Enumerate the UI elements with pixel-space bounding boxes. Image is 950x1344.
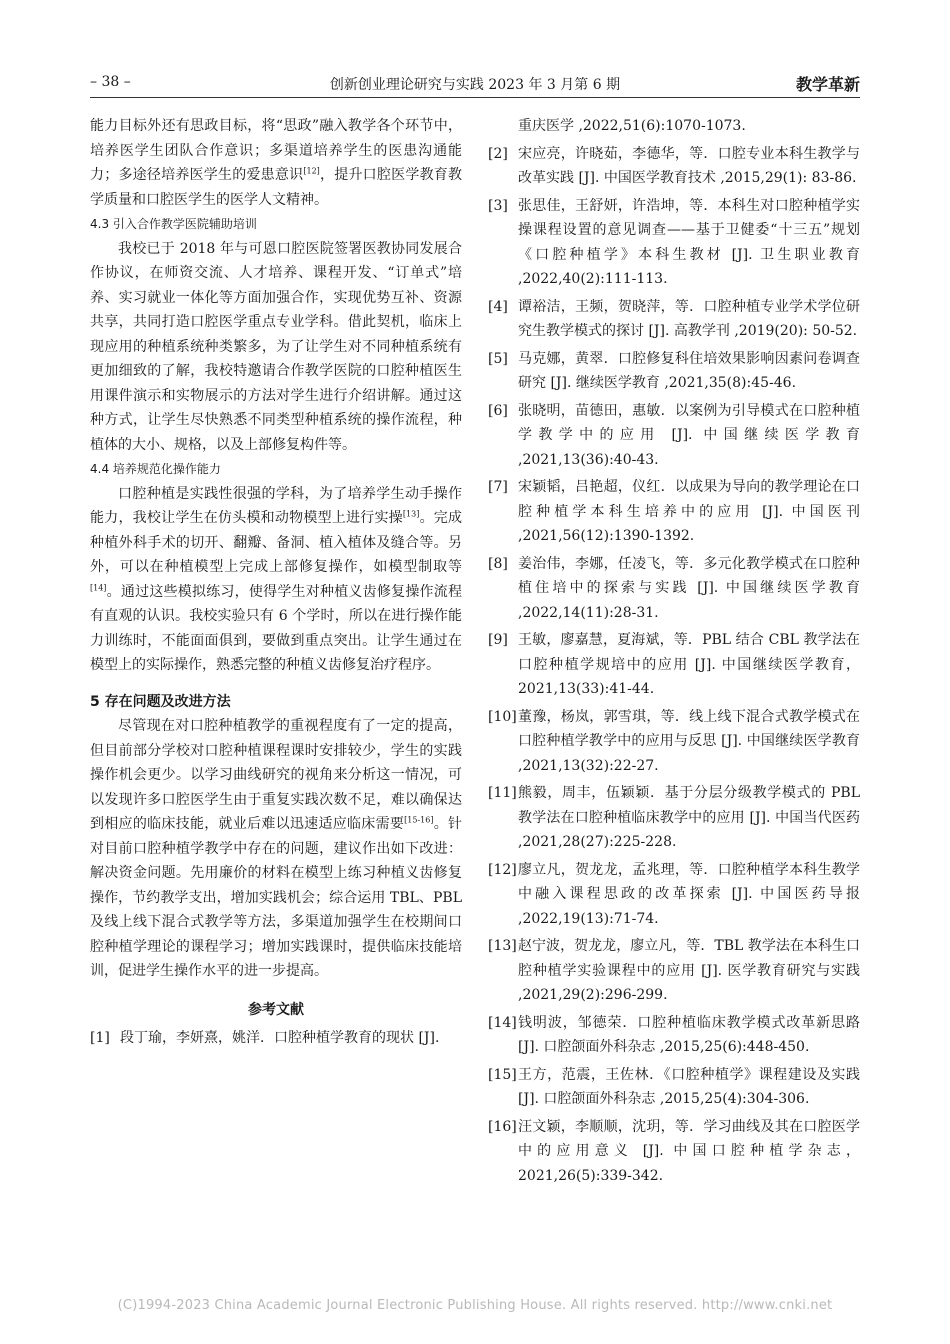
reference-number: [4] — [488, 298, 508, 315]
citation[interactable]: [12] — [303, 166, 320, 176]
intro-text-end: ，提升口腔医学教育教学质量和口腔医学生的医学人文精神。 — [90, 167, 463, 208]
reference-text: 宋应亮，许晓茹，李德华，等．口腔专业本科生教学与改革实践 [J]. 中国医学教育技术 ,2015,29(1): 83-86. — [518, 145, 860, 186]
reference-text: 董豫，杨岚，郭雪琪，等．线上线下混合式教学模式在口腔种植学教学中的应用与反思 [J]. 中国继续医学教育 ,2021,13(32):22-27. — [518, 708, 860, 774]
reference-number: [1] — [90, 1030, 110, 1046]
reference-item — [488, 347, 860, 396]
body-text: 。完成种植外科手术的切开、翻瓣、备洞、植入植体及缝合等。另外，可以在种植模型上完成上部修复操作，如模型制取等 — [90, 510, 463, 575]
section-4-4-heading: 4.4 培养规范化操作能力 — [90, 462, 221, 476]
reference-item — [488, 194, 860, 292]
reference-text: 王方，范震，王佐林．《口腔种植学》课程建设及实践 [J]. 口腔颌面外科杂志 ,2015,25(4):304-306. — [518, 1066, 860, 1107]
body-text: 。针对目前口腔种植学教学中存在的问题，建议作出如下改进：解决资金问题。先用廉价的材料在模型上练习种植义齿修复操作，节约教学支出，增加实践机会；综合运用 TBL、PBL 及线上线下混合式教学等方法，多渠道加强学生在校期间口腔种植学理论的课程学习；增加实践课时，提供临床技能培训，促进学生操作水平的进一步提高。 — [90, 816, 463, 979]
reference-text: 熊毅，周丰，伍颖颖．基于分层分级教学模式的 PBL 教学法在口腔种植临床教学中的应用 [J]. 中国当代医药 ,2021,28(27):225-228. — [518, 785, 860, 850]
reference-number: [10] — [488, 708, 517, 725]
intro-paragraph — [90, 114, 462, 212]
reference-number: [9] — [488, 632, 508, 648]
left-column — [90, 114, 462, 1054]
reference-item — [488, 1063, 860, 1112]
reference-continuation: 重庆医学 ,2022,51(6):1070-1073. — [518, 118, 746, 134]
reference-item — [488, 475, 860, 549]
reference-number: [11] — [488, 785, 517, 801]
reference-text: 张晓明，苗德田，惠敏．以案例为引导模式在口腔种植学教学中的应用 [J]. 中国继续医学教育 ,2021,13(36):40-43. — [518, 402, 860, 468]
reference-item — [488, 1011, 860, 1060]
reference-text: 宋颖韬，吕艳超，仪红．以成果为导向的教学理论在口腔种植学本科生培养中的应用 [J]. 中国医刊 ,2021,56(12):1390-1392. — [518, 479, 860, 544]
reference-text: 赵宁波，贺龙龙，廖立凡，等．TBL 教学法在本科生口腔种植学实验课程中的应用 [J]. 医学教育研究与实践 ,2021,29(2):296-299. — [518, 938, 860, 1003]
section-4-4-body — [90, 482, 462, 678]
reference-item — [488, 295, 860, 344]
intro-text: 能力目标外还有思政目标，将“思政”融入教学各个环节中，培养医学生团队合作意识；多渠道培养学生的医患沟通能力；多途径培养医学生的爱患意识 — [90, 118, 462, 183]
section-title: 教学革新 — [795, 75, 860, 94]
reference-item — [488, 142, 860, 191]
reference-number: [12] — [488, 861, 517, 878]
reference-text: 段丁瑜，李妍熹，姚洋．口腔种植学教育的现状 [J]. — [120, 1030, 440, 1046]
reference-number: [2] — [488, 145, 508, 162]
reference-text: 马克娜，黄翠．口腔修复科住培效果影响因素问卷调查研究 [J]. 继续医学教育 ,2021,35(8):45-46. — [518, 350, 860, 391]
body-text: 口腔种植是实践性很强的学科，为了培养学生动手操作能力，我校让学生在仿头模和动物模型上进行实操 — [90, 485, 462, 526]
reference-number: [16] — [488, 1118, 517, 1135]
page-number: – 38 – — [90, 74, 131, 90]
reference-number: [8] — [488, 555, 508, 572]
right-column — [488, 114, 860, 1191]
reference-item — [488, 934, 860, 1008]
section-5-heading: 5 存在问题及改进方法 — [90, 693, 231, 710]
reference-number: [13] — [488, 938, 517, 954]
section-5-body — [90, 714, 462, 984]
section-4-3-heading: 4.3 引入合作教学医院辅助培训 — [90, 217, 257, 231]
copyright-footer: (C)1994-2023 China Academic Journal Electronic Publishing House. All rights reserved. http://www.cnki.net — [117, 1298, 833, 1313]
reference-number: [5] — [488, 350, 508, 367]
reference-item — [488, 552, 860, 626]
reference-text: 汪文颖，李顺顺，沈玥，等．学习曲线及其在口腔医学中的应用意义 [J]. 中国口腔种植学杂志，2021,26(5):339-342. — [518, 1118, 860, 1184]
reference-text: 王敏，廖嘉慧，夏海斌，等．PBL 结合 CBL 教学法在口腔种植学规培中的应用 [J]. 中国继续医学教育，2021,13(33):41-44. — [518, 632, 860, 697]
reference-item — [488, 399, 860, 473]
reference-number: [6] — [488, 402, 508, 419]
reference-number: [7] — [488, 479, 508, 495]
reference-text: 廖立凡，贺龙龙，孟兆理，等．口腔种植学本科生教学中融入课程思政的改革探索 [J]. 中国医药导报 ,2022,19(13):71-74. — [518, 861, 860, 927]
page-header — [90, 74, 860, 98]
reference-list — [488, 142, 860, 1189]
reference-text: 谭裕洁，王频，贺晓萍，等．口腔种植专业学术学位研究生教学模式的探讨 [J]. 高教学刊 ,2019(20): 50-52. — [518, 298, 860, 339]
section-4-3-body: 我校已于 2018 年与可恩口腔医院签署医教协同发展合作协议，在师资交流、人才培养、课程开发、“订单式”培养、实习就业一体化等方面加强合作，实现优势互补、资源共享，共同打造口腔医学重点专业学科。借此契机，临床上现应用的种植系统种类繁多，为了让学生对不同种植系统有更加细致的了解，我校特邀请合作教学医院的口腔种植医生用课件演示和实物展示的方法对学生进行介绍讲解。通过这种方式，让学生尽快熟悉不同类型种植系统的操作流程，种植体的大小、规格，以及上部修复构件等。 — [90, 240, 462, 453]
reference-text: 钱明波，邹德荣．口腔种植临床教学模式改革新思路 [J]. 口腔颌面外科杂志 ,2015,25(6):448-450. — [518, 1014, 860, 1055]
reference-item — [488, 628, 860, 702]
journal-title: 创新创业理论研究与实践 2023 年 3 月第 6 期 — [329, 77, 621, 93]
citation[interactable]: [15-16] — [404, 815, 434, 825]
reference-number: [3] — [488, 197, 508, 214]
reference-number: [14] — [488, 1014, 517, 1031]
body-text: 尽管现在对口腔种植教学的重视程度有了一定的提高，但目前部分学校对口腔种植课程课时安排较少，学生的实践操作机会更少。以学习曲线研究的视角来分析这一情况，可以发现许多口腔医学生由于重复实践次数不足，难以确保达到相应的临床技能，就业后难以迅速适应临床需要 — [90, 718, 462, 832]
reference-item — [488, 781, 860, 855]
reference-item — [488, 705, 860, 779]
reference-item — [488, 1115, 860, 1189]
reference-item — [90, 1026, 462, 1051]
references-heading: 参考文献 — [248, 1001, 304, 1018]
body-text: 。通过这些模拟练习，使得学生对种植义齿修复操作流程有直观的认识。我校实验只有 6 个学时，所以在进行操作能力训练时，不能面面俱到，要做到重点突出。让学生通过在模型上的实际操作，熟悉完整的种植义齿修复治疗程序。 — [90, 583, 462, 673]
reference-text: 姜治伟，李娜，任凌飞，等．多元化教学模式在口腔种植住培中的探索与实践 [J]. 中国继续医学教育 ,2022,14(11):28-31. — [518, 555, 860, 621]
citation[interactable]: [13] — [402, 509, 420, 519]
reference-number: [15] — [488, 1066, 517, 1083]
reference-text: 张思佳，王舒妍，许浩坤，等．本科生对口腔种植学实操课程设置的意见调查——基于卫健委“十三五”规划《口腔种植学》本科生教材 [J]. 卫生职业教育 ,2022,40(2):111-113. — [518, 197, 860, 287]
reference-item — [488, 858, 860, 932]
citation[interactable]: [14] — [90, 582, 107, 592]
